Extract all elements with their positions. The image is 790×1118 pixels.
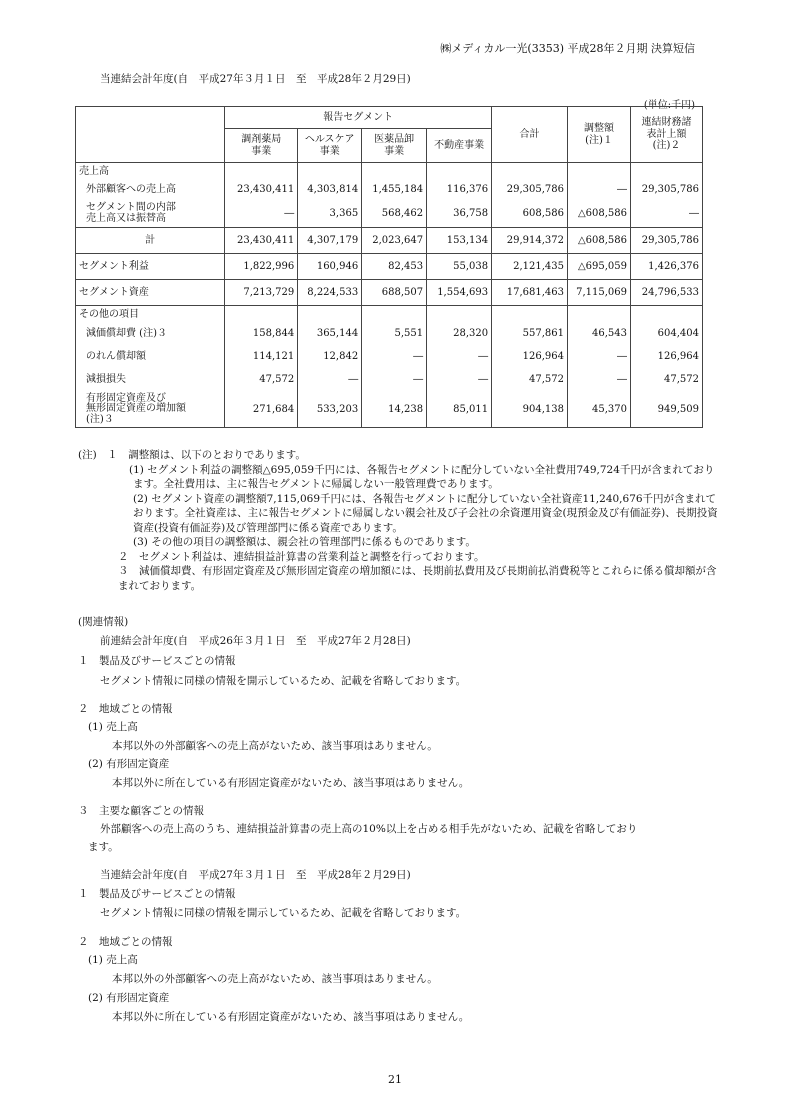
sales-title: 売上高 xyxy=(76,163,225,180)
period-label: 当連結会計年度(自 平成27年３月１日 至 平成28年２月29日) xyxy=(100,73,411,85)
header-consol: 連結財務諸 表計上額 (注)２ xyxy=(630,107,702,163)
cur-s1-body: セグメント情報に同様の情報を開示しているため、記載を省略しております。 xyxy=(100,907,467,919)
note-1-3: (3) その他の項目の調整額は、親会社の管理部門に係るものであります。 xyxy=(133,536,476,548)
cur-s2-1-body: 本邦以外の外部顧客への売上高がないため、該当事項はありません。 xyxy=(112,973,438,985)
cur-s2-title: ２ 地域ごとの情報 xyxy=(78,936,173,948)
cur-s2-2-title: (2) 有形固定資産 xyxy=(88,992,170,1004)
table-row-assets: セグメント資産 7,213,729 8,224,533 688,507 1,554,693 17,681,463 7,115,069 24,796,533 xyxy=(76,280,703,306)
header-blank xyxy=(76,107,225,163)
page-number: 21 xyxy=(388,1073,402,1086)
table-row: 有形固定資産及び 無形固定資産の増加額 (注)３ 271,684 533,203 14,238 85,011 904,138 45,370 949,509 xyxy=(76,392,703,428)
header-total: 合計 xyxy=(492,107,568,163)
header-adjust: 調整額 (注)１ xyxy=(568,107,631,163)
company-header: ㈱メディカル一光(3353) 平成28年２月期 決算短信 xyxy=(440,42,695,55)
note-3: ３ 減価償却費、有形固定資産及び無形固定資産の増加額には、長期前払費用及び長期前払消費税等とこれらに係る償却額が含まれております。 xyxy=(118,565,717,592)
prev-s1-body: セグメント情報に同様の情報を開示しているため、記載を省略しております。 xyxy=(100,675,467,687)
other-title: その他の項目 xyxy=(76,306,225,323)
prev-s2-1-title: (1) 売上高 xyxy=(88,721,138,733)
prev-s2-2-body: 本邦以外に所在している有形固定資産がないため、該当事項はありません。 xyxy=(112,777,470,789)
cur-s2-1-title: (1) 売上高 xyxy=(88,954,138,966)
header-group: 報告セグメント xyxy=(225,107,492,129)
note-1-2: (2) セグメント資産の調整額7,115,069千円には、各報告セグメントに配分していない全社資産11,240,676千円が含まれております。全社資産は、主に報告セグメントに帰属しない親会社及び子会社の余資運用資金(現預金及び有価証券)、長期投資資産(投資有価証券)及び管理部門に係る資産であります。 xyxy=(133,492,718,534)
prev-s1-title: １ 製品及びサービスごとの情報 xyxy=(78,655,236,667)
table-row: のれん償却額 114,121 12,842 ― ― 126,964 ― 126,964 xyxy=(76,346,703,369)
header-col-pharmacy: 調剤薬局 事業 xyxy=(225,129,298,163)
note-1-1: (1) セグメント利益の調整額△695,059千円には、各報告セグメントに配分していない全社費用749,724千円が含まれております。全社費用は、主に報告セグメントに帰属しない一般管理費であります。 xyxy=(129,463,715,490)
note-1: (注) １ 調整額は、以下のとおりであります。 xyxy=(78,449,306,461)
notes-block xyxy=(78,448,718,593)
note-2: ２ セグメント利益は、連結損益計算書の営業利益と調整を行っております。 xyxy=(118,550,485,563)
table-row: 減損損失 47,572 ― ― ― 47,572 ― 47,572 xyxy=(76,369,703,392)
related-title: (関連情報) xyxy=(78,616,129,628)
table-row: 減価償却費 (注)３ 158,844 365,144 5,551 28,320 557,861 46,543 604,404 xyxy=(76,323,703,346)
cur-s1-title: １ 製品及びサービスごとの情報 xyxy=(78,888,236,900)
table-row-profit: セグメント利益 1,822,996 160,946 82,453 55,038 2,121,435 △695,059 1,426,376 xyxy=(76,254,703,280)
prev-s3-title: ３ 主要な顧客ごとの情報 xyxy=(78,805,204,817)
cur-period: 当連結会計年度(自 平成27年３月１日 至 平成28年２月29日) xyxy=(100,869,411,881)
prev-s2-2-title: (2) 有形固定資産 xyxy=(88,758,170,770)
header-col-realestate: 不動産事業 xyxy=(427,129,492,163)
table-row-total: 計 23,430,411 4,307,179 2,023,647 153,134 29,914,372 △608,586 29,305,786 xyxy=(76,228,703,254)
prev-s2-title: ２ 地域ごとの情報 xyxy=(78,703,173,715)
prev-period: 前連結会計年度(自 平成26年３月１日 至 平成27年２月28日) xyxy=(100,635,411,647)
unit-label: (単位:千円) xyxy=(643,100,695,111)
table-row: セグメント間の内部 売上高又は振替高 ― 3,365 568,462 36,758 608,586 △608,586 ― xyxy=(76,200,703,228)
cur-s2-2-body: 本邦以外に所在している有形固定資産がないため、該当事項はありません。 xyxy=(112,1011,470,1023)
segment-table xyxy=(75,106,703,428)
prev-s3-body-1: 外部顧客への売上高のうち、連結損益計算書の売上高の10%以上を占める相手先がないため、記載を省略しており xyxy=(100,823,638,835)
table-row: 外部顧客への売上高 23,430,411 4,303,814 1,455,184 116,376 29,305,786 ― 29,305,786 xyxy=(76,180,703,200)
prev-s3-body-2: ます。 xyxy=(88,841,119,853)
header-col-wholesale: 医薬品卸 事業 xyxy=(362,129,427,163)
prev-s2-1-body: 本邦以外の外部顧客への売上高がないため、該当事項はありません。 xyxy=(112,740,438,752)
header-col-healthcare: ヘルスケア 事業 xyxy=(298,129,362,163)
